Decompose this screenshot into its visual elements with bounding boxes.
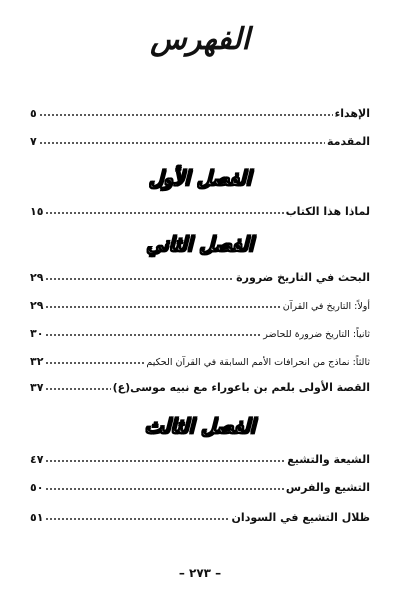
toc-entry-text: البحث في التاريخ ضرورة <box>236 271 370 284</box>
toc-entry-page: ٥٠ <box>30 481 44 494</box>
toc-entry-dedication <box>30 104 370 120</box>
toc-entry <box>30 268 370 284</box>
toc-entry <box>30 202 370 218</box>
toc-entry-text: أولاً: التاريخ في القرآن <box>282 301 370 312</box>
toc-entry-page: ٧ <box>30 135 37 148</box>
toc-entry <box>30 478 370 494</box>
toc-subentry <box>30 352 370 368</box>
toc-entry <box>30 450 370 466</box>
toc-entry-page: ٣٠ <box>30 327 44 340</box>
dot-leader <box>45 387 110 391</box>
toc-entry-text: ثانياً: التاريخ ضرورة للحاضر <box>263 329 370 340</box>
toc-entry-page: ٥١ <box>30 511 44 524</box>
dot-leader <box>45 517 229 521</box>
toc-entry-page: ٤٧ <box>30 453 44 466</box>
toc-entry-text: لماذا هذا الكتاب <box>285 205 370 218</box>
page-number: – ٢٧٣ – <box>178 566 222 580</box>
section-heading-3: الفصل الثالث <box>144 414 256 438</box>
toc-entry-page: ١٥ <box>30 205 44 218</box>
toc-subentry <box>30 324 370 340</box>
toc-entry-page: ٣٢ <box>30 355 44 368</box>
dot-leader <box>45 459 285 463</box>
dot-leader <box>39 113 333 117</box>
toc-entry-text: الشيعة والتشيع <box>287 453 370 466</box>
dot-leader <box>45 305 280 309</box>
section-heading-2: الفصل الثاني <box>146 232 254 256</box>
toc-entry <box>30 508 370 524</box>
toc-entry-text: ظلال التشيع في السودان <box>231 511 370 524</box>
dot-leader <box>45 277 234 281</box>
toc-entry-page: ٢٩ <box>30 299 44 312</box>
toc-entry-text: القصة الأولى بلعم بن باعوراء مع نبيه موسى(ع) <box>112 381 370 394</box>
toc-entry-page: ٣٧ <box>30 381 44 394</box>
toc-entry-page: ٢٩ <box>30 271 44 284</box>
dot-leader <box>45 361 144 365</box>
toc-entry <box>30 378 370 394</box>
toc-entry-introduction <box>30 132 370 148</box>
toc-entry-text: الإهداء <box>334 107 370 120</box>
toc-entry-text: المقدمة <box>326 135 370 148</box>
toc-entry-text: ثالثاً: نماذج من انحرافات الأمم السابقة في القرآن الحكيم <box>146 357 370 368</box>
page-title: الفهرس <box>150 22 250 57</box>
toc-entry-page: ٥ <box>30 107 37 120</box>
dot-leader <box>39 141 325 145</box>
toc-subentry <box>30 296 370 312</box>
section-heading-1: الفصل الأول <box>148 166 252 190</box>
dot-leader <box>45 333 261 337</box>
dot-leader <box>45 487 283 491</box>
toc-entry-text: التشيع والفرس <box>285 481 370 494</box>
dot-leader <box>45 211 283 215</box>
